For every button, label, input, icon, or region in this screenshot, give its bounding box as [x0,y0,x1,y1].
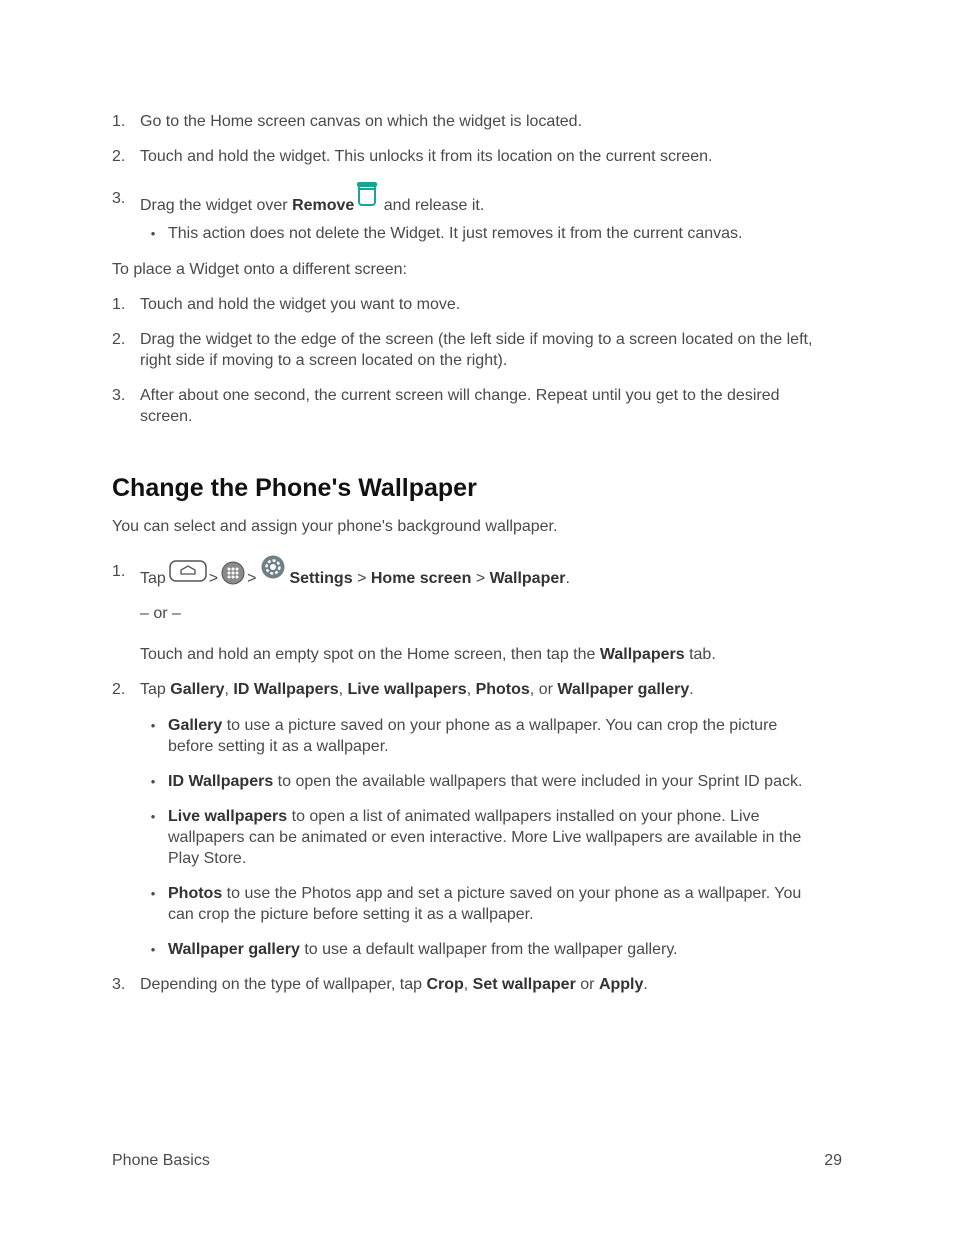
bold-term: Set wallpaper [472,976,576,993]
bullet-text: wallpapers can be animated or even interactive. More Live wallpapers are available in the [168,829,802,846]
text-segment: . [643,976,648,993]
bold-term: Wallpapers [599,646,685,663]
text-segment: > [208,570,219,587]
list-number: 2. [112,681,126,698]
bold-term: Crop [426,976,464,993]
list-number: 1. [112,563,126,580]
bold-term: Gallery [168,717,223,734]
text-segment: , [466,681,476,698]
footer-section-title: Phone Basics [112,1152,210,1169]
bullet-mark: • [150,226,156,241]
bullet-mark: • [150,809,156,824]
list-item-text: right side if moving to a screen located on the right). [140,352,508,369]
bold-term: Photos [475,681,530,698]
text-segment: Drag the widget over [140,197,293,214]
text-segment: > [247,570,257,587]
text-segment: Depending on the type of wallpaper, tap [140,976,427,993]
bold-term: Wallpaper gallery [557,681,690,698]
list-item-text [140,679,840,700]
list-item-text [140,644,840,665]
text-segment: to use a default wallpaper from the wallpaper gallery. [299,941,678,958]
text-segment: tab. [684,646,716,663]
text-segment: , [224,681,234,698]
page-number: 29 [824,1152,842,1169]
list-item-text [140,974,840,995]
bold-term: Wallpaper [489,570,566,587]
text-segment: , [463,976,473,993]
list-item-text: Drag the widget to the edge of the screen (the left side if moving to a screen located on the left, [140,331,813,348]
list-item-text: Touch and hold the widget you want to move. [140,296,461,313]
text-segment: Touch and hold an empty spot on the Home screen, then tap the [140,646,600,663]
list-number: 2. [112,331,126,348]
bold-term: Remove [292,197,355,214]
bullet-text [168,883,840,904]
text-segment: . [689,681,694,698]
intro-paragraph: To place a Widget onto a different screen: [112,261,407,278]
list-number: 3. [112,976,126,993]
text-segment: and release it. [379,197,485,214]
text-segment: to open the available wallpapers that were included in your Sprint ID pack. [273,773,803,790]
bullet-text [168,771,840,792]
text-segment: > [357,570,367,587]
bold-term: Gallery [170,681,225,698]
bold-term: Settings [289,570,353,587]
bold-term: Live wallpapers [347,681,467,698]
bullet-mark: • [150,774,156,789]
text-segment: , or [529,681,558,698]
bold-term: ID Wallpapers [168,773,274,790]
bold-term: Home screen [370,570,472,587]
list-item-text [140,188,840,218]
bold-term: Photos [168,885,223,902]
list-item-text: Go to the Home screen canvas on which the widget is located. [140,113,583,130]
bullet-text [168,715,840,736]
text-segment: > [475,570,486,587]
list-number: 3. [112,190,126,207]
trash-can-icon [357,182,377,212]
list-item-text [140,561,860,591]
list-item-text: After about one second, the current screen will change. Repeat until you get to the desired [140,387,780,404]
list-number: 1. [112,113,126,130]
bold-term: ID Wallpapers [233,681,339,698]
bullet-mark: • [150,718,156,733]
text-segment: Tap [140,570,166,587]
list-item-text: screen. [140,408,193,425]
list-number: 2. [112,148,126,165]
text-segment: , [338,681,348,698]
apps-icon [221,561,245,591]
text-segment: Tap [140,681,171,698]
or-separator: – or – [140,605,181,622]
section-heading: Change the Phone's Wallpaper [112,474,477,502]
bullet-text: This action does not delete the Widget. It just removes it from the current canvas. [168,225,743,242]
list-number: 3. [112,387,126,404]
bullet-mark: • [150,886,156,901]
bullet-text: before setting it as a wallpaper. [168,738,389,755]
bold-term: Apply [598,976,644,993]
home-key-icon [169,560,207,588]
text-segment: to use a picture saved on your phone as a wallpaper. You can crop the picture [222,717,778,734]
list-number: 1. [112,296,126,313]
bold-term: Live wallpapers [168,808,288,825]
bold-term: Wallpaper gallery [168,941,300,958]
settings-gear-icon [261,555,285,585]
bullet-mark: • [150,942,156,957]
intro-paragraph: You can select and assign your phone's background wallpaper. [112,518,558,535]
list-item-text: Touch and hold the widget. This unlocks it from its location on the current screen. [140,148,713,165]
text-segment: . [565,570,570,587]
bullet-text [168,939,840,960]
text-segment: or [575,976,599,993]
bullet-text: can crop the picture before setting it as a wallpaper. [168,906,534,923]
text-segment: to open a list of animated wallpapers installed on your phone. Live [287,808,760,825]
bullet-text: Play Store. [168,850,247,867]
bullet-text [168,806,840,827]
text-segment: to use the Photos app and set a picture saved on your phone as a wallpaper. You [222,885,802,902]
